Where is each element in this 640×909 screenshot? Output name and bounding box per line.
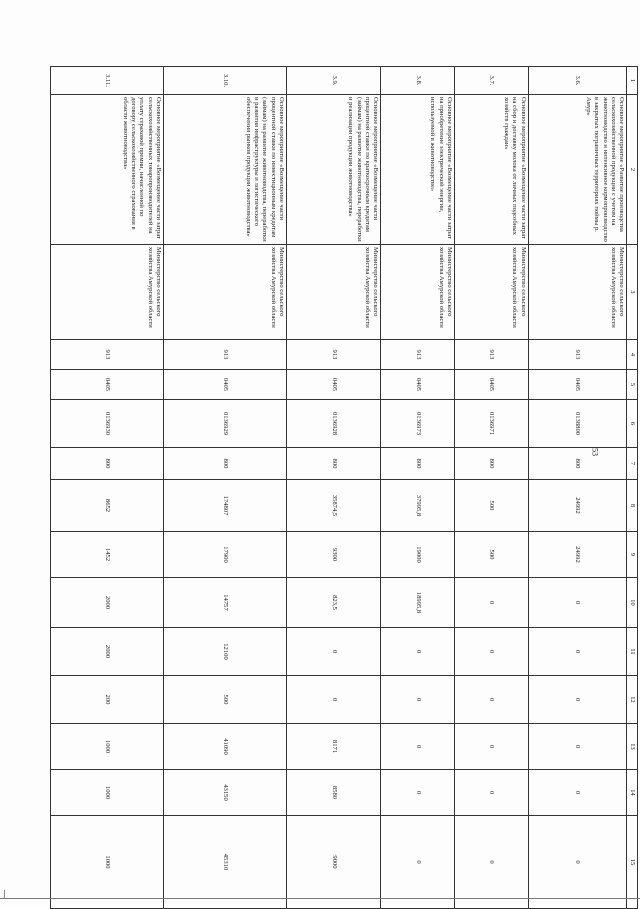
year-value-cell: 200	[51, 676, 164, 724]
year-value-cell: 8580	[286, 770, 380, 816]
table-body	[51, 67, 627, 909]
year-value-cell: 0	[454, 816, 528, 909]
total-cell: 500	[454, 480, 528, 532]
header-cell: 6	[627, 400, 638, 448]
year-value-cell: 0	[528, 628, 626, 676]
row-number-cell: 3.7.	[454, 67, 528, 95]
gov-code-cell: 913	[286, 340, 380, 370]
agency-cell: Министерство сельского хозяйства Амурской области	[51, 245, 164, 340]
section-code-cell: 0405	[528, 370, 626, 400]
header-cell: 11	[627, 628, 638, 676]
agency-cell: Министерство сельского хозяйства Амурской области	[286, 245, 380, 340]
scan-margin-mark	[4, 890, 13, 898]
header-cell: 2	[627, 95, 638, 245]
total-cell: 24992	[528, 480, 626, 532]
year-value-cell: 24992	[528, 532, 626, 578]
measure-name-cell: Основное мероприятие «Возмещение части затрат на приобретение электрической энергии, используемой в животноводстве»	[381, 95, 455, 245]
year-value-cell: 8171	[286, 724, 380, 770]
year-value-cell: 14757	[163, 578, 286, 628]
year-value-cell: 0	[454, 628, 528, 676]
year-value-cell: 9300	[286, 532, 380, 578]
section-code-cell: 0405	[163, 370, 286, 400]
expense-type-cell: 800	[381, 448, 455, 480]
gov-code-cell: 913	[163, 340, 286, 370]
header-cell: 9	[627, 532, 638, 578]
header-cell: 13	[627, 724, 638, 770]
agency-cell: Министерство сельского хозяйства Амурской области	[454, 245, 528, 340]
year-value-cell: 1452	[51, 532, 164, 578]
year-value-cell: 0	[528, 724, 626, 770]
target-code-cell: 0136973	[381, 400, 455, 448]
year-value-cell: 1000	[51, 770, 164, 816]
year-value-cell: 43150	[163, 770, 286, 816]
year-value-cell: 823,5	[286, 578, 380, 628]
year-value-cell: 500	[163, 676, 286, 724]
year-value-cell: 41090	[163, 724, 286, 770]
agency-cell: Министерство сельского хозяйства Амурской области	[163, 245, 286, 340]
row-number-cell: 3.6.	[528, 67, 626, 95]
measure-name-cell: Основное мероприятие «Развитие производства сельскохозяйственной продукции с учетом на животноводство и интенсивное кормопроизводство в закрытых пограничных территориях поймы р. Амур»	[528, 95, 626, 245]
row-number-cell: 3.9.	[286, 67, 380, 95]
agency-cell: Министерство сельского хозяйства Амурской области	[381, 245, 455, 340]
agency-cell: Министерство сельского хозяйства Амурской области	[528, 245, 626, 340]
year-value-cell: 0	[381, 816, 455, 909]
gov-code-cell: 913	[454, 340, 528, 370]
header-cell: 8	[627, 480, 638, 532]
year-value-cell: 0	[381, 628, 455, 676]
expense-type-cell: 800	[286, 448, 380, 480]
budget-table	[50, 66, 638, 909]
target-code-cell: 0136929	[163, 400, 286, 448]
expense-type-cell: 800	[51, 448, 164, 480]
header-cell: 15	[627, 816, 638, 909]
row-number-cell: 3.11.	[51, 67, 164, 95]
year-value-cell: 0	[381, 770, 455, 816]
year-value-cell: 0	[286, 676, 380, 724]
year-value-cell: 12100	[163, 628, 286, 676]
expense-type-cell: 800	[454, 448, 528, 480]
year-value-cell: 9000	[286, 816, 380, 909]
year-value-cell: 0	[528, 816, 626, 909]
total-cell: 174807	[163, 480, 286, 532]
target-code-cell: 0138800	[528, 400, 626, 448]
header-cell: 1	[627, 67, 638, 95]
table-row	[381, 67, 455, 909]
year-value-cell: 0	[381, 724, 455, 770]
year-value-cell: 0	[528, 676, 626, 724]
total-cell: 35874,5	[286, 480, 380, 532]
year-value-cell: 18995,8	[381, 578, 455, 628]
gov-code-cell: 913	[51, 340, 164, 370]
scan-edge-line	[0, 898, 640, 899]
target-code-cell: 0136928	[286, 400, 380, 448]
header-cell: 7	[627, 448, 638, 480]
year-value-cell: 0	[286, 628, 380, 676]
measure-name-cell: Основное мероприятие «Возмещение части затрат сельскохозяйственных товаропроизводителей на уплату страховой премии, начисленной по договору сельскохозяйственного страхования в области животноводства»	[51, 95, 164, 245]
target-code-cell: 0136971	[454, 400, 528, 448]
row-number-cell: 3.8.	[381, 67, 455, 95]
expense-type-cell: 800	[528, 448, 626, 480]
year-value-cell: 1000	[51, 724, 164, 770]
total-cell: 37995,8	[381, 480, 455, 532]
year-value-cell: 2000	[51, 628, 164, 676]
year-value-cell: 19000	[381, 532, 455, 578]
year-value-cell: 2000	[51, 578, 164, 628]
table-row	[163, 67, 286, 909]
year-value-cell: 0	[528, 578, 626, 628]
year-value-cell: 0	[381, 676, 455, 724]
year-value-cell: 1000	[51, 816, 164, 909]
year-value-cell: 500	[454, 532, 528, 578]
year-value-cell: 0	[454, 770, 528, 816]
header-cell: 10	[627, 578, 638, 628]
year-value-cell: 0	[528, 770, 626, 816]
year-value-cell: 17900	[163, 532, 286, 578]
header-cell: 3	[627, 245, 638, 340]
year-value-cell: 45310	[163, 816, 286, 909]
table-row	[454, 67, 528, 909]
measure-name-cell: Основное мероприятие «Возмещение части процентной ставки по краткосрочным кредитам (займам) на развитие животноводства, переработки и реализации продукции животноводства»	[286, 95, 380, 245]
gov-code-cell: 913	[381, 340, 455, 370]
table-row	[528, 67, 626, 909]
gov-code-cell: 913	[528, 340, 626, 370]
section-code-cell: 0405	[286, 370, 380, 400]
expense-type-cell: 800	[163, 448, 286, 480]
section-code-cell: 0405	[454, 370, 528, 400]
year-value-cell: 0	[454, 578, 528, 628]
table-row	[286, 67, 380, 909]
header-cell: 5	[627, 370, 638, 400]
header-cell: 14	[627, 770, 638, 816]
page-number: 53	[590, 448, 600, 456]
section-code-cell: 0405	[51, 370, 164, 400]
row-number-cell: 3.10.	[163, 67, 286, 95]
header-row	[627, 67, 638, 909]
header-cell: 4	[627, 340, 638, 370]
table-row	[51, 67, 164, 909]
year-value-cell: 0	[454, 676, 528, 724]
target-code-cell: 0136930	[51, 400, 164, 448]
section-code-cell: 0405	[381, 370, 455, 400]
rotated-table-container	[50, 66, 638, 908]
total-cell: 8652	[51, 480, 164, 532]
measure-name-cell: Основное мероприятие «Возмещение части затрат на сбор и доставку молока от личных подсобных хозяйств граждан»	[454, 95, 528, 245]
year-value-cell: 0	[454, 724, 528, 770]
header-cell: 12	[627, 676, 638, 724]
measure-name-cell: Основное мероприятие «Возмещение части процентной ставки по инвестиционным кредитам (займам) на развитие животноводства, переработки и развития инфраструктуры и логистического обеспечения рынков продукции животноводства»	[163, 95, 286, 245]
